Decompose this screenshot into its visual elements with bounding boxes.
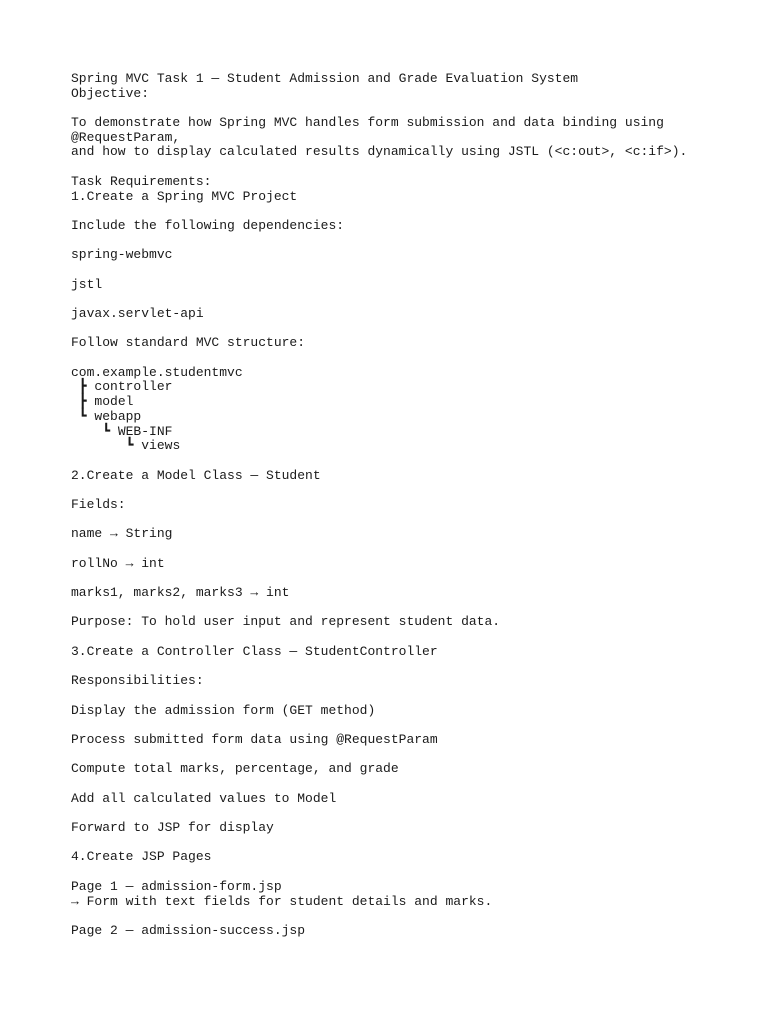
text-line: Process submitted form data using @RequestParam: [71, 731, 438, 747]
text-line: Display the admission form (GET method): [71, 702, 376, 718]
text-line: spring-webmvc: [71, 247, 173, 263]
blank-line: [71, 483, 751, 498]
blank-line: [71, 909, 751, 924]
blank-line: [71, 454, 751, 469]
text-line: ┗ WEB-INF: [71, 423, 173, 439]
text-line: To demonstrate how Spring MVC handles form submission and data binding using: [71, 115, 664, 131]
blank-line: [71, 263, 751, 278]
text-line: 2.Create a Model Class — Student: [71, 467, 321, 483]
text-line: marks1, marks2, marks3 → int: [71, 585, 290, 601]
text-line: Add all calculated values to Model: [71, 790, 337, 806]
text-line: Page 2 — admission-success.jsp: [71, 922, 306, 938]
text-line: @RequestParam,: [71, 129, 181, 145]
text-line: Spring MVC Task 1 — Student Admission and Grade Evaluation System: [71, 71, 579, 86]
text-line: ┗ views: [71, 438, 181, 454]
text-line: Forward to JSP for display: [71, 820, 274, 836]
text-line: and how to display calculated results dynamically using JSTL (<c:out>, <c:if>).: [71, 144, 688, 160]
blank-line: [71, 777, 751, 792]
blank-line: [71, 322, 751, 337]
blank-line: [71, 806, 751, 821]
blank-line: [71, 630, 751, 645]
blank-line: [71, 571, 751, 586]
blank-line: [71, 204, 751, 219]
blank-line: [71, 748, 751, 763]
text-line: Include the following dependencies:: [71, 217, 345, 233]
text-line: 1.Create a Spring MVC Project: [71, 188, 298, 204]
blank-line: [71, 101, 751, 116]
text-line: 4.Create JSP Pages: [71, 849, 212, 865]
text-line: name → String: [71, 526, 173, 542]
blank-line: [71, 351, 751, 366]
blank-line: [71, 718, 751, 733]
blank-line: [71, 689, 751, 704]
text-line: javax.servlet-api: [71, 306, 204, 321]
text-line: rollNo → int: [71, 555, 165, 571]
text-line: Task Requirements:: [71, 173, 212, 189]
blank-line: [71, 836, 751, 851]
blank-line: [71, 234, 751, 249]
blank-line: [71, 542, 751, 557]
text-line: Objective:: [71, 85, 150, 101]
text-line: Fields:: [71, 496, 126, 512]
blank-line: [71, 865, 751, 880]
text-line: jstl: [71, 276, 103, 292]
text-line: → Form with text fields for student details and marks.: [71, 893, 493, 909]
text-line: Purpose: To hold user input and represent student data.: [71, 614, 501, 630]
text-line: 3.Create a Controller Class — StudentController: [71, 643, 438, 659]
blank-line: [71, 292, 751, 307]
blank-line: [71, 160, 751, 175]
blank-line: [71, 513, 751, 528]
text-line: Compute total marks, percentage, and grade: [71, 761, 399, 777]
blank-line: [71, 601, 751, 616]
text-line: Responsibilities:: [71, 673, 204, 689]
document-body: [71, 72, 751, 939]
text-line: Page 1 — admission-form.jsp: [71, 878, 282, 894]
text-line: com.example.studentmvc: [71, 364, 243, 380]
text-line: Follow standard MVC structure:: [71, 335, 306, 351]
text-line: ┗ webapp: [71, 408, 142, 424]
text-line: ┣ model: [71, 394, 134, 410]
blank-line: [71, 660, 751, 675]
text-line: ┣ controller: [71, 379, 173, 395]
